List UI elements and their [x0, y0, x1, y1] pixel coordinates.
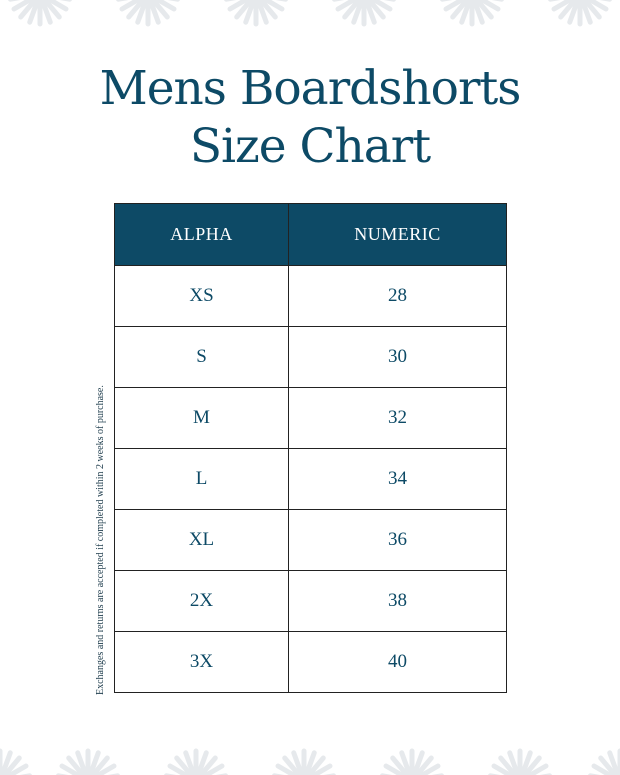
- alpha-cell: M: [115, 388, 289, 449]
- numeric-cell: 40: [289, 632, 507, 693]
- numeric-cell: 30: [289, 327, 507, 388]
- header-numeric: NUMERIC: [289, 204, 507, 266]
- table-row: [115, 327, 507, 388]
- table-row: [115, 388, 507, 449]
- alpha-cell: S: [115, 327, 289, 388]
- sunburst-icon: [334, 0, 393, 24]
- exchange-policy-note: Exchanges and returns are accepted if completed within 2 weeks of purchase.: [95, 385, 106, 695]
- sunburst-icon: [550, 0, 609, 24]
- table-row: [115, 632, 507, 693]
- numeric-cell: 36: [289, 510, 507, 571]
- bottom-decorative-pattern: [0, 735, 620, 775]
- table-row: [115, 571, 507, 632]
- sunburst-icon: [490, 751, 549, 775]
- sunburst-icon: [590, 751, 620, 775]
- sunburst-icon: [10, 0, 69, 24]
- numeric-cell: 38: [289, 571, 507, 632]
- sunburst-icon: [382, 751, 441, 775]
- title-line-2: Size Chart: [189, 119, 431, 174]
- table-row: [115, 266, 507, 327]
- sunburst-icon: [274, 751, 333, 775]
- top-decorative-pattern: [0, 0, 620, 40]
- sunburst-icon: [442, 0, 501, 24]
- sunburst-icon: [166, 751, 225, 775]
- page-title: [0, 60, 620, 176]
- numeric-cell: 28: [289, 266, 507, 327]
- sunburst-icon: [58, 751, 117, 775]
- alpha-cell: XL: [115, 510, 289, 571]
- table-row: [115, 510, 507, 571]
- alpha-cell: 2X: [115, 571, 289, 632]
- table-row: [115, 449, 507, 510]
- sunburst-icon: [118, 0, 177, 24]
- numeric-cell: 32: [289, 388, 507, 449]
- numeric-cell: 34: [289, 449, 507, 510]
- sunburst-icon: [226, 0, 285, 24]
- alpha-cell: XS: [115, 266, 289, 327]
- alpha-cell: 3X: [115, 632, 289, 693]
- title-line-1: Mens Boardshorts: [99, 61, 521, 116]
- alpha-cell: L: [115, 449, 289, 510]
- sunburst-icon: [0, 751, 30, 775]
- size-chart-table: [114, 203, 507, 693]
- table-header-row: [115, 204, 507, 266]
- header-alpha: ALPHA: [115, 204, 289, 266]
